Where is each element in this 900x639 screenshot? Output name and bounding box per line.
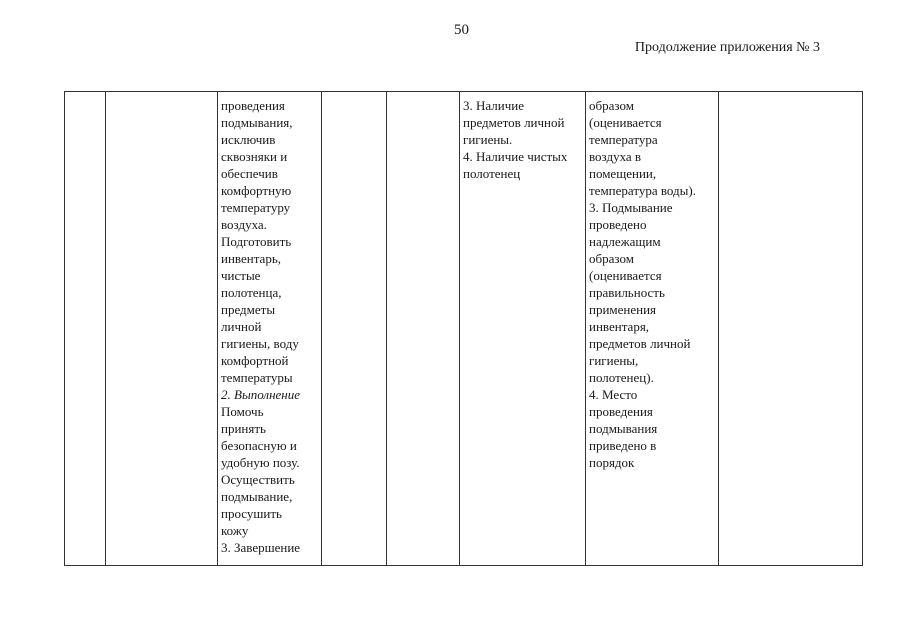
table-cell-evaluation-criteria [586,92,719,566]
cell-text-line: инвентарь, [221,251,281,266]
cell-text-line: удобную позу. [221,455,300,470]
table-cell-1 [65,92,106,566]
cell-text-line: образом [589,251,634,266]
cell-text-line: 4. Место [589,387,638,402]
cell-text-line: комфортную [221,183,292,198]
cell-text-line: температура [589,132,658,147]
cell-text-line: личной [221,319,262,334]
cell-text-line: обеспечив [221,166,278,181]
cell-text-line: гигиены, воду [221,336,299,351]
cell-text-line: Осуществить [221,472,295,487]
cell-text-line: предметов личной [463,115,565,130]
cell-text-line: полотенец [463,166,521,181]
cell-text-line: температуры [221,370,293,385]
cell-text-line: комфортной [221,353,289,368]
table-cell-8 [719,92,863,566]
cell-text-line: 4. Наличие чистых [463,149,568,164]
cell-text-line: Помочь [221,404,264,419]
cell-text-line: чистые [221,268,261,283]
cell-text-line: проведено [589,217,647,232]
cell-text-line: проведения [221,98,285,113]
table-cell-4 [322,92,387,566]
cell-text-line: надлежащим [589,234,661,249]
cell-text-line: 3. Подмывание [589,200,673,215]
cell-text-line: полотенец). [589,370,654,385]
cell-text-line: сквозняки и [221,149,288,164]
cell-text-line: проведения [589,404,653,419]
cell-text-line: просушить [221,506,282,521]
cell-text-line: Подготовить [221,234,292,249]
table-cell-procedure-steps [218,92,322,566]
appendix-continuation-note: Продолжение приложения № 3 [634,40,820,55]
cell-text-line: приведено в [589,438,657,453]
cell-text-line: образом [589,98,634,113]
cell-text-line: инвентаря, [589,319,650,334]
cell-text-line: воздуха. [221,217,267,232]
cell-text-line: полотенца, [221,285,282,300]
procedure-table [64,91,863,566]
cell-text-line: 3. Завершение [221,540,301,555]
cell-text-line: исключив [221,132,276,147]
table-cell-5 [387,92,460,566]
cell-text-line: (оценивается [589,268,662,283]
cell-text-line: температуру [221,200,291,215]
cell-text-line: порядок [589,455,635,470]
cell-text-line: подмывания, [221,115,293,130]
table-cell-2 [106,92,218,566]
cell-text-line: 2. Выполнение [221,387,301,402]
cell-text-line: 3. Наличие [463,98,524,113]
cell-text-line: кожу [221,523,249,538]
cell-text-line: предметов личной [589,336,691,351]
cell-text-line: предметы [221,302,276,317]
cell-text-line: гигиены, [589,353,639,368]
cell-text-line: (оценивается [589,115,662,130]
cell-text-line: применения [589,302,657,317]
cell-text-line: температура воды). [589,183,696,198]
cell-text-line: подмывание, [221,489,293,504]
table-row [65,92,863,566]
cell-text-line: принять [221,421,266,436]
cell-text-line: гигиены. [463,132,513,147]
cell-text-line: правильность [589,285,665,300]
cell-text-line: безопасную и [221,438,297,453]
cell-text-line: помещении, [589,166,657,181]
cell-text-line: воздуха в [589,149,642,164]
table-cell-resources [460,92,586,566]
page-number: 50 [454,22,469,38]
cell-text-line: подмывания [589,421,658,436]
